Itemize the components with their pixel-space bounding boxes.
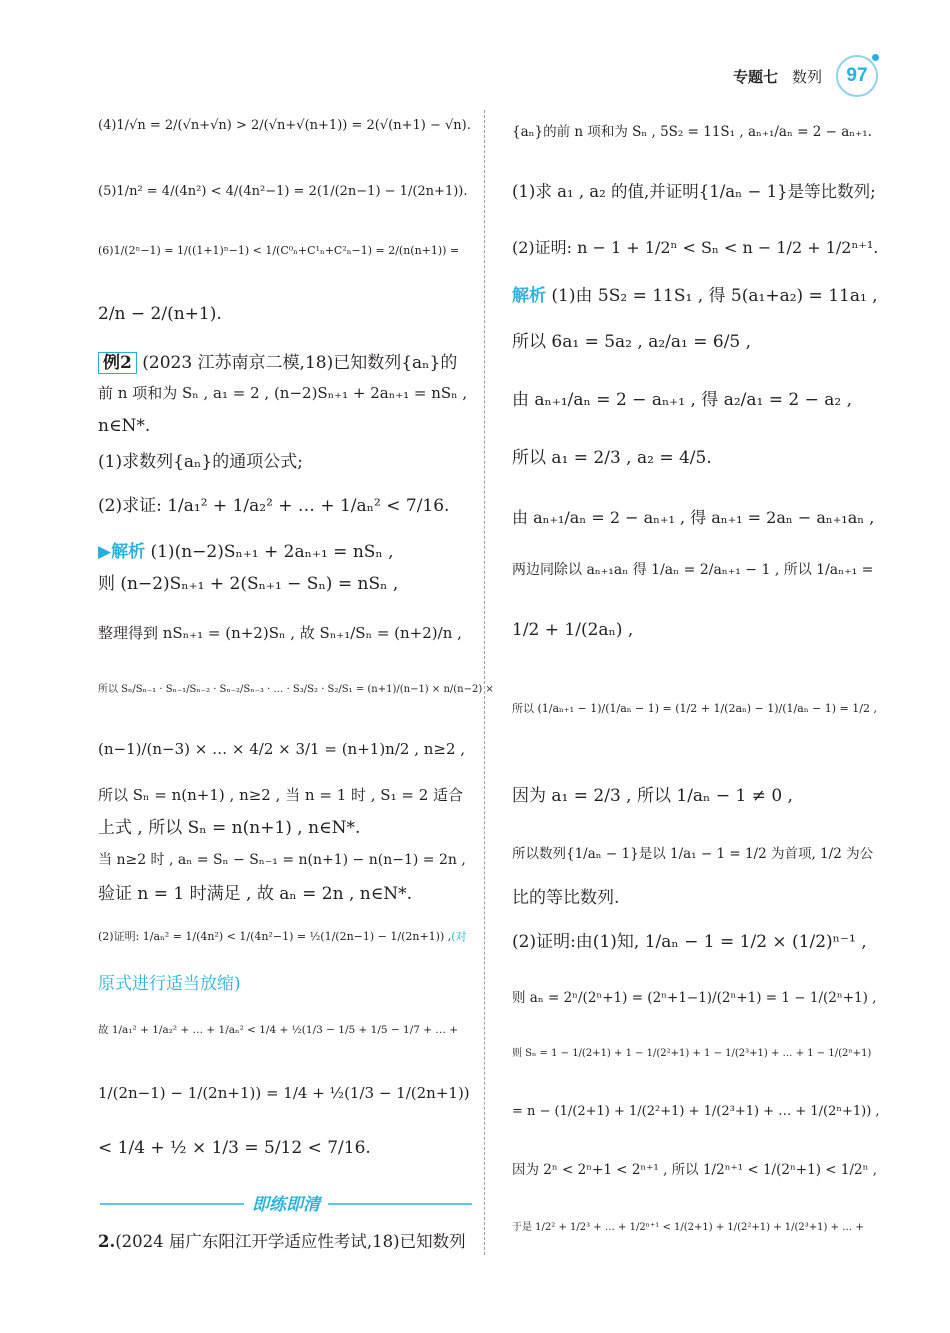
r-line-18: = n − (1/(2+1) + 1/(2²+1) + 1/(2³+1) + … + 1/(2ⁿ+1)) , — [512, 1104, 880, 1119]
column-divider — [484, 110, 485, 1255]
solution-line-13: 1/(2n−1) − 1/(2n+1)) = 1/4 + ½(1/3 − 1/(2n+1)) — [98, 1084, 470, 1102]
solution-line-6: 所以 Sₙ = n(n+1) , n≥2 , 当 n = 1 时 , S₁ = 2 适合 — [98, 786, 464, 804]
question-2: (2)求证: 1/a₁² + 1/a₂² + … + 1/aₙ² < 7/16. — [98, 496, 450, 516]
r-line-17: 则 Sₙ = 1 − 1/(2+1) + 1 − 1/(2²+1) + 1 − 1/(2³+1) + … + 1 − 1/(2ⁿ+1) — [512, 1048, 872, 1059]
practice-bar — [100, 1195, 472, 1215]
example-line-3: n∈N*. — [98, 416, 151, 436]
solution-line-12: 故 1/a₁² + 1/a₂² + … + 1/aₙ² < 1/4 + ½(1/3 − 1/5 + 1/5 − 1/7 + … + — [98, 1024, 459, 1036]
r-line-20: 于是 1/2² + 1/2³ + … + 1/2ⁿ⁺¹ < 1/(2+1) + 1/(2²+1) + 1/(2³+1) + … + — [512, 1222, 864, 1233]
solution-line-5: (n−1)/(n−3) × … × 4/2 × 3/1 = (n+1)n/2 , n≥2 , — [98, 740, 466, 758]
r-line-2: (1)求 a₁ , a₂ 的值,并证明{1/aₙ − 1}是等比数列; — [512, 182, 876, 201]
r-line-19: 因为 2ⁿ < 2ⁿ+1 < 2ⁿ⁺¹ , 所以 1/2ⁿ⁺¹ < 1/(2ⁿ+1) < 1/2ⁿ , — [512, 1162, 878, 1178]
practice-number: 2. — [98, 1232, 116, 1251]
practice-label: 即练即清 — [244, 1190, 328, 1215]
line-6-cont: 2/n − 2/(n+1). — [98, 304, 222, 324]
r-solution-header — [512, 286, 878, 306]
example-2-header — [98, 352, 457, 374]
play-icon: ▶ — [98, 542, 112, 562]
example-tag: 例2 — [98, 352, 137, 374]
r-line-4: (1)由 5S₂ = 11S₁ , 得 5(a₁+a₂) = 11a₁ , — [551, 286, 878, 306]
example-line-2: 前 n 项和为 Sₙ , a₁ = 2 , (n−2)Sₙ₊₁ + 2aₙ₊₁ = nSₙ , — [98, 384, 468, 402]
r-line-3: (2)证明: n − 1 + 1/2ⁿ < Sₙ < n − 1/2 + 1/2ⁿ⁺¹. — [512, 238, 879, 257]
r-line-16: 则 aₙ = 2ⁿ/(2ⁿ+1) = (2ⁿ+1−1)/(2ⁿ+1) = 1 − 1/(2ⁿ+1) , — [512, 990, 877, 1006]
r-line-11: 所以 (1/aₙ₊₁ − 1)/(1/aₙ − 1) = (1/2 + 1/(2aₙ) − 1)/(1/aₙ − 1) = 1/2 , — [512, 702, 877, 715]
line-5: (5)1/n² = 4/(4n²) < 4/(4n²−1) = 2(1/(2n−1) − 1/(2n+1)). — [98, 184, 468, 199]
r-line-9: 两边同除以 aₙ₊₁aₙ 得 1/aₙ = 2/aₙ₊₁ − 1 , 所以 1/aₙ₊₁ = — [512, 562, 874, 578]
note-end: 原式进行适当放缩) — [98, 974, 241, 994]
r-line-12: 因为 a₁ = 2/3 , 所以 1/aₙ − 1 ≠ 0 , — [512, 786, 793, 806]
solution-line-7: 上式 , 所以 Sₙ = n(n+1) , n∈N*. — [98, 818, 361, 838]
r-line-6: 由 aₙ₊₁/aₙ = 2 − aₙ₊₁ , 得 a₂/a₁ = 2 − a₂ , — [512, 390, 853, 410]
solution-line-14: < 1/4 + ½ × 1/3 = 5/12 < 7/16. — [98, 1138, 371, 1158]
r-line-13: 所以数列{1/aₙ − 1}是以 1/a₁ − 1 = 1/2 为首项, 1/2 为公 — [512, 846, 874, 862]
r-line-8: 由 aₙ₊₁/aₙ = 2 − aₙ₊₁ , 得 aₙ₊₁ = 2aₙ − aₙ₊₁aₙ , — [512, 508, 875, 527]
solution-line-2: 则 (n−2)Sₙ₊₁ + 2(Sₙ₊₁ − Sₙ) = nSₙ , — [98, 574, 399, 594]
dot-icon — [872, 54, 879, 61]
practice-2 — [98, 1232, 466, 1252]
page-number-badge — [836, 55, 878, 97]
line-6: (6)1/(2ⁿ−1) = 1/((1+1)ⁿ−1) < 1/(C⁰ₙ+C¹ₙ+C²ₙ−1) = 2/(n(n+1)) = — [98, 244, 460, 257]
note-start: (对 — [451, 930, 467, 943]
solution-line-4: 所以 Sₙ/Sₙ₋₁ · Sₙ₋₁/Sₙ₋₂ · Sₙ₋₂/Sₙ₋₃ · … · S₃/S₂ · S₂/S₁ = (n+1)/(n−1) × n/(n−2) × — [98, 684, 494, 695]
r-solution-tag: 解析 — [512, 286, 546, 306]
line-4: (4)1/√n = 2/(√n+√n) > 2/(√n+√(n+1)) = 2(√(n+1) − √n). — [98, 118, 471, 133]
r-line-10: 1/2 + 1/(2aₙ) , — [512, 620, 634, 640]
section-label: 数列 — [791, 67, 822, 86]
practice-text: (2024 届广东阳江开学适应性考试,18)已知数列 — [115, 1232, 466, 1251]
proof-step: (2)证明: 1/aₙ² = 1/(4n²) < 1/(4n²−1) = ½(1/(2n−1) − 1/(2n+1)) , — [98, 930, 452, 943]
solution-header — [98, 542, 394, 562]
solution-line-10 — [98, 930, 467, 943]
solution-line-3: 整理得到 nSₙ₊₁ = (n+2)Sₙ , 故 Sₙ₊₁/Sₙ = (n+2)/n , — [98, 624, 462, 642]
r-line-14: 比的等比数列. — [512, 888, 620, 908]
solution-line-1: (1)(n−2)Sₙ₊₁ + 2aₙ₊₁ = nSₙ , — [150, 542, 394, 562]
r-line-7: 所以 a₁ = 2/3 , a₂ = 4/5. — [512, 448, 712, 468]
topic-label: 专题七 — [732, 67, 778, 86]
r-line-15: (2)证明:由(1)知, 1/aₙ − 1 = 1/2 × (1/2)ⁿ⁻¹ , — [512, 932, 867, 952]
page-header — [733, 58, 878, 94]
example-source: (2023 江苏南京二模,18)已知数列{aₙ}的 — [142, 353, 458, 373]
solution-line-9: 验证 n = 1 时满足 , 故 aₙ = 2n , n∈N*. — [98, 884, 413, 904]
page-number: 97 — [846, 65, 868, 86]
r-line-1: {aₙ}的前 n 项和为 Sₙ , 5S₂ = 11S₁ , aₙ₊₁/aₙ = 2 − aₙ₊₁. — [512, 124, 872, 140]
r-line-5: 所以 6a₁ = 5a₂ , a₂/a₁ = 6/5 , — [512, 332, 752, 352]
question-1: (1)求数列{aₙ}的通项公式; — [98, 452, 303, 472]
solution-line-8: 当 n≥2 时 , aₙ = Sₙ − Sₙ₋₁ = n(n+1) − n(n−1) = 2n , — [98, 852, 466, 868]
solution-tag: 解析 — [111, 542, 146, 562]
